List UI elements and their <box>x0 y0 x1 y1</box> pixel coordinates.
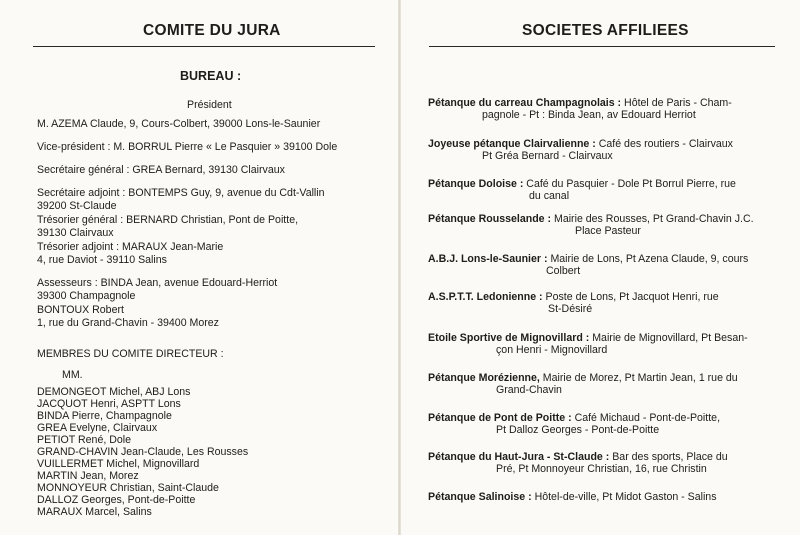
bontoux-line1: BONTOUX Robert <box>37 304 124 316</box>
society-line2: Pt Gréa Bernard - Clairvaux <box>482 150 613 162</box>
society-details: Mairie des Rousses, Pt Grand-Chavin J.C. <box>551 213 754 225</box>
society-line1 <box>428 332 748 344</box>
president-name: M. AZEMA Claude, 9, Cours-Colbert, 39000 Lons-le-Saunier <box>37 118 321 130</box>
society-details: Mairie de Mignovillard, Pt Besan- <box>589 332 748 344</box>
society-name: Etoile Sportive de Mignovillard : <box>428 332 590 344</box>
society-name: A.B.J. Lons-le-Saunier : <box>428 253 548 265</box>
society-line1 <box>428 372 738 384</box>
secretaire-general: Secrétaire général : GREA Bernard, 39130 Clairvaux <box>37 164 285 176</box>
society-name: A.S.P.T.T. Ledonienne : <box>428 291 543 303</box>
society-details: Hôtel de Paris - Cham- <box>621 97 732 109</box>
bontoux-line2: 1, rue du Grand-Chavin - 39400 Morez <box>37 317 219 329</box>
tresorier-adjoint-line2: 4, rue Daviot - 39110 Salins <box>37 254 167 266</box>
right-title-rule <box>429 46 775 47</box>
society-line1 <box>428 253 748 265</box>
left-page-title: COMITE DU JURA <box>143 22 281 39</box>
society-name: Pétanque du carreau Champagnolais : <box>428 97 622 109</box>
society-line1 <box>428 491 717 503</box>
society-name: Pétanque du Haut-Jura - St-Claude : <box>428 451 610 463</box>
member-item: JACQUOT Henri, ASPTT Lons <box>37 398 181 410</box>
member-item: BINDA Pierre, Champagnole <box>37 410 172 422</box>
member-item: MARAUX Marcel, Salins <box>37 506 152 518</box>
society-details: Café du Pasquier - Dole Pt Borrul Pierre, rue <box>523 178 736 190</box>
member-item: VUILLERMET Michel, Mignovillard <box>37 458 200 470</box>
society-name: Pétanque Salinoise : <box>428 491 532 503</box>
member-item: DALLOZ Georges, Pont-de-Poitte <box>37 494 196 506</box>
tresorier-general-line2: 39130 Clairvaux <box>37 227 114 239</box>
mm-label: MM. <box>62 369 83 381</box>
member-item: MARTIN Jean, Morez <box>37 470 139 482</box>
society-line2: St-Désiré <box>548 303 593 315</box>
right-page <box>400 0 800 535</box>
society-line2: Colbert <box>546 265 581 277</box>
assesseurs-line1: Assesseurs : BINDA Jean, avenue Edouard-Herriot <box>37 277 278 289</box>
secretaire-adjoint-line1: Secrétaire adjoint : BONTEMPS Guy, 9, avenue du Cdt-Vallin <box>37 187 325 199</box>
member-item: DEMONGEOT Michel, ABJ Lons <box>37 386 191 398</box>
society-line2: Pt Dalloz Georges - Pont-de-Poitte <box>496 424 660 436</box>
society-line2: Grand-Chavin <box>496 384 562 396</box>
society-line1 <box>428 451 728 463</box>
society-line2: Place Pasteur <box>575 225 641 237</box>
right-page-title: SOCIETES AFFILIEES <box>522 22 689 39</box>
society-line1 <box>428 138 733 150</box>
society-name: Pétanque Morézienne, <box>428 372 540 384</box>
assesseurs-line2: 39300 Champagnole <box>37 290 136 302</box>
member-item: GRAND-CHAVIN Jean-Claude, Les Rousses <box>37 446 249 458</box>
membres-heading: MEMBRES DU COMITE DIRECTEUR : <box>37 348 224 360</box>
bureau-heading: BUREAU : <box>180 69 242 83</box>
society-name: Pétanque de Pont de Poitte : <box>428 412 572 424</box>
society-line2: Pré, Pt Monnoyeur Christian, 16, rue Christin <box>496 463 707 475</box>
member-item: PETIOT René, Dole <box>37 434 132 446</box>
society-details: Mairie de Lons, Pt Azena Claude, 9, cours <box>547 253 749 265</box>
society-line2: çon Henri - Mignovillard <box>496 344 608 356</box>
secretaire-adjoint-line2: 39200 St-Claude <box>37 200 117 212</box>
society-details: Poste de Lons, Pt Jacquot Henri, rue <box>542 291 719 303</box>
vice-president: Vice-président : M. BORRUL Pierre « Le Pasquier » 39100 Dole <box>37 141 338 153</box>
society-details: Hôtel-de-ville, Pt Midot Gaston - Salins <box>531 491 717 503</box>
president-label: Président <box>187 99 232 111</box>
society-name: Pétanque Rousselande : <box>428 213 552 225</box>
society-line2: pagnole - Pt : Binda Jean, av Edouard Herriot <box>482 109 696 121</box>
society-line1 <box>428 213 754 225</box>
society-line1 <box>428 178 736 190</box>
society-details: Bar des sports, Place du <box>609 451 728 463</box>
member-item: GREA Evelyne, Clairvaux <box>37 422 158 434</box>
society-line1 <box>428 412 720 424</box>
society-line1 <box>428 97 732 109</box>
tresorier-general-line1: Trésorier général : BERNARD Christian, Pont de Poitte, <box>37 214 299 226</box>
tresorier-adjoint-line1: Trésorier adjoint : MARAUX Jean-Marie <box>37 241 224 253</box>
member-item: MONNOYEUR Christian, Saint-Claude <box>37 482 219 494</box>
society-line2: du canal <box>529 190 570 202</box>
society-name: Pétanque Doloise : <box>428 178 524 190</box>
society-details: Café des routiers - Clairvaux <box>595 138 733 150</box>
society-line1 <box>428 291 719 303</box>
society-name: Joyeuse pétanque Clairvalienne : <box>428 138 596 150</box>
society-details: Mairie de Morez, Pt Martin Jean, 1 rue du <box>539 372 738 384</box>
society-details: Café Michaud - Pont-de-Poitte, <box>571 412 721 424</box>
left-title-rule <box>33 46 375 47</box>
